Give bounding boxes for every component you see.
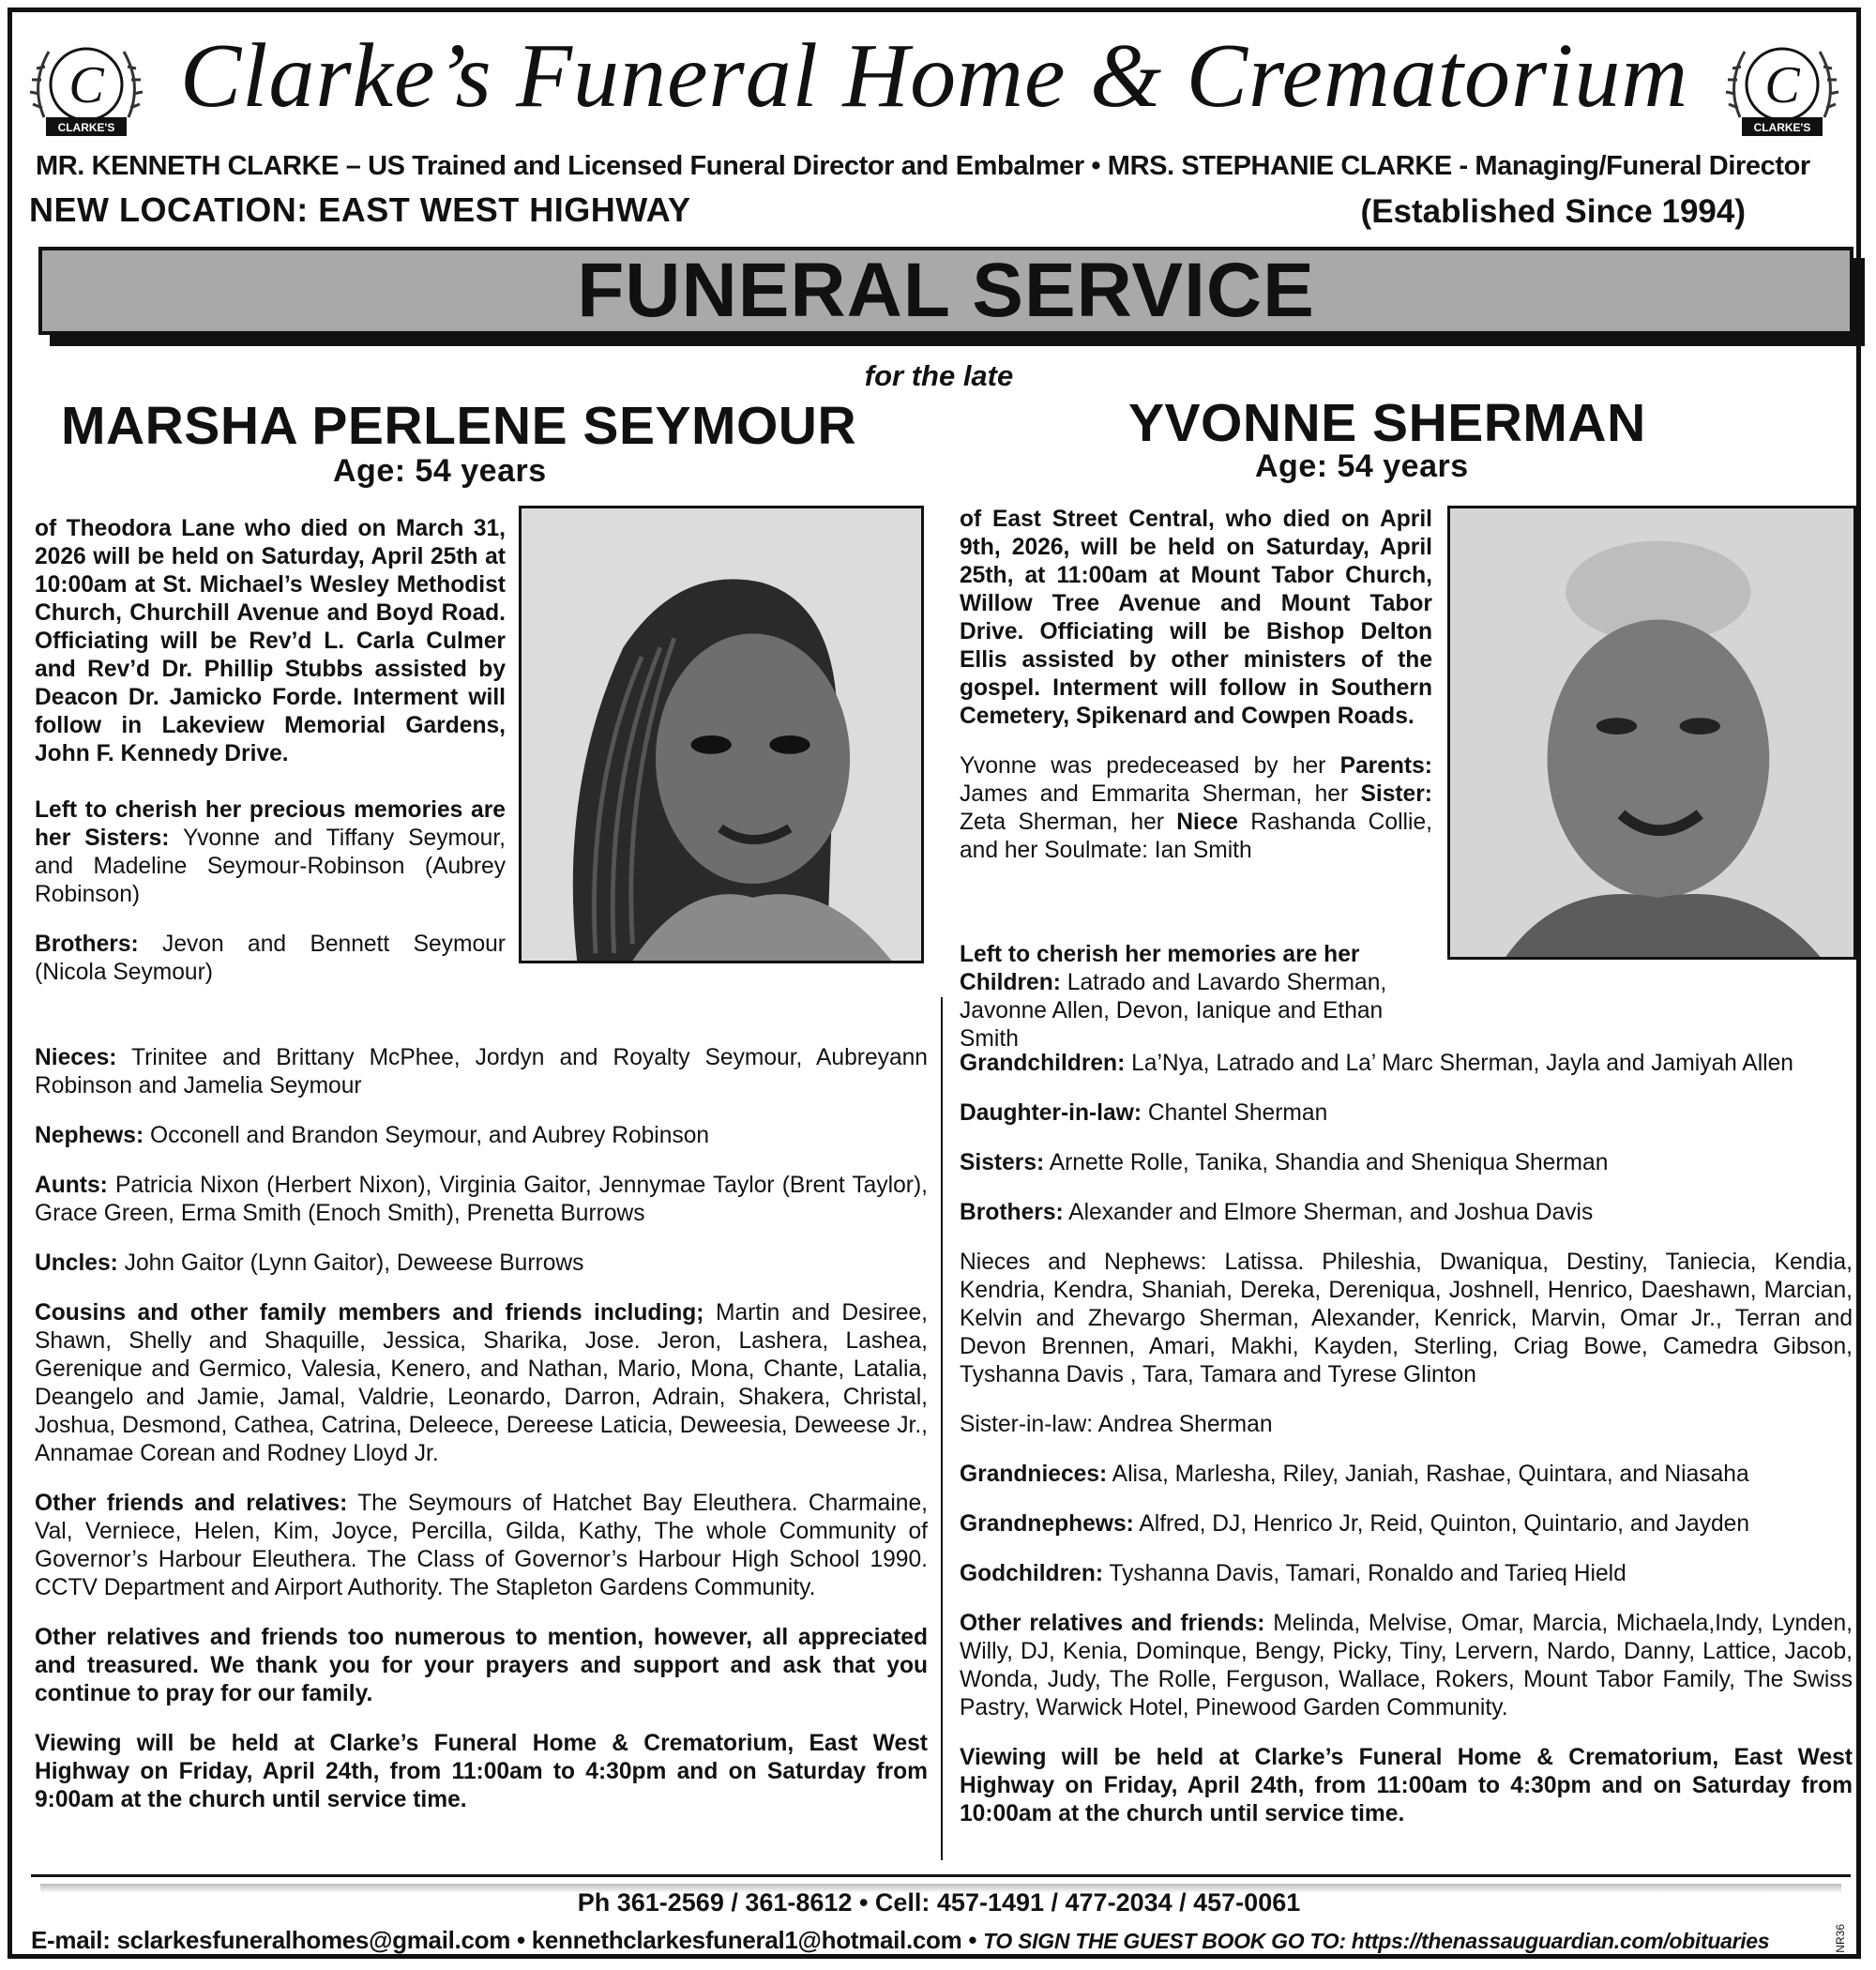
funeral-service-banner: [38, 247, 1853, 335]
grandnephews-right: Grandnephews: Alfred, DJ, Henrico Jr, Reid, Quinton, Quintario, and Jayden: [960, 1511, 1750, 1537]
seal-label-right: CLARKE'S: [1753, 121, 1811, 134]
deceased-age-right: Age: 54 years: [1255, 448, 1469, 484]
daughter-in-law-right: Daughter-in-law: Chantel Sherman: [960, 1100, 1328, 1126]
seal-letter-right: C: [1764, 56, 1800, 114]
business-title: Clarke’s Funeral Home & Crematorium: [179, 25, 1689, 127]
uncles-left: Uncles: John Gaitor (Lynn Gaitor), Deweese Burrows: [35, 1250, 584, 1276]
other-relatives-right: Other relatives and friends: Melinda, Melvise, Omar, Marcia, Michaela,Indy, Lynden, Willy, DJ, Kenia, Dominque, Bengy, Picky, Tiny, Lervern, Nardo, Danny, Lattice, Jacob, Wonda, Judy, The Rolle, Ferguson, Wallace, Rokers, Mount Tabor Family, The Swiss Pastry, Warwick Hotel, Pinewood Garden Community.: [960, 1611, 1853, 1720]
ad-code: NR36: [1834, 1924, 1847, 1953]
godchildren-right: Godchildren: Tyshanna Davis, Tamari, Ronaldo and Tarieq Hield: [960, 1561, 1626, 1586]
viewing-left: Viewing will be held at Clarke’s Funeral Home & Crematorium, East West Highway on Friday, April 24th, from 11:00am to 4:30pm and on Saturday from 9:00am at the church until service time.: [35, 1731, 928, 1812]
viewing-right: Viewing will be held at Clarke’s Funeral Home & Crematorium, East West Highway on Friday, April 24th, from 11:00am to 4:30pm and on Saturday from 10:00am at the church until service time.: [960, 1745, 1853, 1826]
footer-rule: [31, 1874, 1851, 1877]
brothers-left: Brothers: Jevon and Bennett Seymour (Nicola Seymour): [35, 932, 506, 985]
grandnieces-right: Grandnieces: Alisa, Marlesha, Riley, Janiah, Rashae, Quintara, and Niasaha: [960, 1462, 1749, 1487]
nephews-left: Nephews: Occonell and Brandon Seymour, and Aubrey Robinson: [35, 1123, 710, 1148]
service-details-left: of Theodora Lane who died on March 31, 2026 will be held on Saturday, April 25th at 10:00am at St. Michael’s Wesley Methodist Church, Churchill Avenue and Boyd Road. Officiating will be Rev’d L. Carla Culmer and Rev’d Dr. Phillip Stubbs assisted by Deacon Dr. Jamicko Forde. Interment will follow in Lakeview Memorial Gardens, John F. Kennedy Drive.: [35, 516, 506, 766]
sister-in-law-right: Sister-in-law: Andrea Sherman: [960, 1412, 1273, 1437]
service-details-right: of East Street Central, who died on April 9th, 2026, will be held on Saturday, April 25th, at 11:00am at Mount Tabor Church, Willow Tree Avenue and Mount Tabor Drive. Officiating will be Bishop Delton Ellis assisted by other ministers of the gospel. Interment will follow in Southern Cemetery, Spikenard and Cowpen Roads.: [960, 507, 1432, 729]
right-column-bottom: [960, 1050, 1853, 1850]
directors-line: MR. KENNETH CLARKE – US Trained and Licensed Funeral Director and Embalmer • MRS. STEPHANIE CLARKE - Managing/Funeral Director: [36, 151, 1810, 181]
email-line: E-mail: sclarkesfuneralhomes@gmail.com • kennethclarkesfuneral1@hotmail.com • TO SIGN THE GUEST BOOK GO TO: https://thenassauguardian.com/obituaries: [31, 1926, 1770, 1954]
left-column-bottom: [35, 1044, 928, 1836]
children-right: Left to cherish her memories are her Children: Latrado and Lavardo Sherman, Javonne Allen, Devon, Ianique and Ethan Smith: [960, 942, 1387, 1052]
portrait-marsha-seymour: [519, 506, 924, 963]
sisters-right: Sisters: Arnette Rolle, Tanika, Shandia and Sheniqua Sherman: [960, 1150, 1609, 1175]
banner-title: FUNERAL SERVICE: [577, 248, 1315, 333]
sisters-left: Left to cherish her precious memories are her Sisters: Yvonne and Tiffany Seymour, and Madeline Seymour-Robinson (Aubrey Robinson): [35, 797, 507, 907]
predeceased-right: Yvonne was predeceased by her Parents: James and Emmarita Sherman, her Sister: Zeta Sherman, her Niece Rashanda Collie, and her Soulmate: Ian Smith: [960, 753, 1432, 863]
deceased-name-right: YVONNE SHERMAN: [1128, 393, 1646, 453]
thanks-left: Other relatives and friends too numerous to mention, however, all appreciated and treasured. We thank you for your prayers and support and ask that you continue to pray for our family.: [35, 1625, 928, 1706]
new-location: NEW LOCATION: EAST WEST HIGHWAY: [29, 190, 691, 229]
grandchildren-right: Grandchildren: La’Nya, Latrado and La’ Marc Sherman, Jayla and Jamiyah Allen: [960, 1051, 1793, 1076]
deceased-age-left: Age: 54 years: [333, 453, 547, 489]
phone-numbers: Ph 361-2569 / 361-8612 • Cell: 457-1491 / 477-2034 / 457-0061: [577, 1888, 1301, 1917]
left-column-top: [35, 515, 506, 1008]
portrait-yvonne-sherman: [1447, 506, 1856, 960]
aunts-left: Aunts: Patricia Nixon (Herbert Nixon), Virginia Gaitor, Jennymae Taylor (Brent Taylor), Grace Green, Erma Smith (Enoch Smith), Prenetta Burrows: [35, 1173, 928, 1226]
established-since: (Established Since 1994): [1360, 193, 1746, 230]
cousins-left: Cousins and other family members and friends including; Martin and Desiree, Shawn, Shelly and Shaquille, Jessica, Sharika, Jose. Jeron, Lashera, Lashea, Gerenique and Germico, Valesia, Kenero, and Nathan, Mario, Mona, Chante, Latalia, Deangelo and Jamie, Jamal, Valdrie, Leonardo, Darron, Adrain, Shakera, Christal, Joshua, Desmond, Cathea, Catrina, Deleece, Dereese Laticia, Deweesia, Deweese Jr., Annamae Corean and Rodney Lloyd Jr.: [35, 1300, 928, 1466]
for-the-late: for the late: [864, 359, 1014, 392]
deceased-name-left: MARSHA PERLENE SEYMOUR: [61, 396, 857, 456]
seal-label-left: CLARKE'S: [57, 121, 115, 134]
column-divider: [941, 997, 943, 1860]
nieces-left: Nieces: Trinitee and Brittany McPhee, Jordyn and Royalty Seymour, Aubreyann Robinson and Jamelia Seymour: [35, 1045, 928, 1099]
nieces-nephews-right: Nieces and Nephews: Latissa. Phileshia, Dwaniqua, Destiny, Taniecia, Kendia, Kendria, Kendra, Shaniah, Dereka, Dereniqua, Joshnell, Henrico, Daeshawn, Marcian, Kelvin and Zhevargo Sherman, Alexander, Kenrick, Marvin, Omar Jr., Terran and Devon Brennen, Amari, Makhi, Kayden, Sterling, Criag Bowe, Camedra Gibson, Tyshanna Davis , Tara, Tamara and Tyrese Glinton: [960, 1250, 1853, 1387]
brothers-right: Brothers: Alexander and Elmore Sherman, and Joshua Davis: [960, 1200, 1594, 1225]
friends-left: Other friends and relatives: The Seymours of Hatchet Bay Eleuthera. Charmaine, Val, Verniece, Helen, Kim, Joyce, Percilla, Gilda, Kathy, The whole Community of Governor’s Harbour Eleuthera. The Class of Governor’s Harbour High School 1990. CCTV Department and Airport Authority. The Stapleton Gardens Community.: [35, 1491, 928, 1600]
right-column-top: [960, 506, 1432, 886]
funeral-notice-page: [8, 8, 1861, 1959]
seal-letter-left: C: [68, 56, 104, 114]
guestbook-link: TO SIGN THE GUEST BOOK GO TO: https://thenassauguardian.com/obituaries: [983, 1929, 1770, 1953]
